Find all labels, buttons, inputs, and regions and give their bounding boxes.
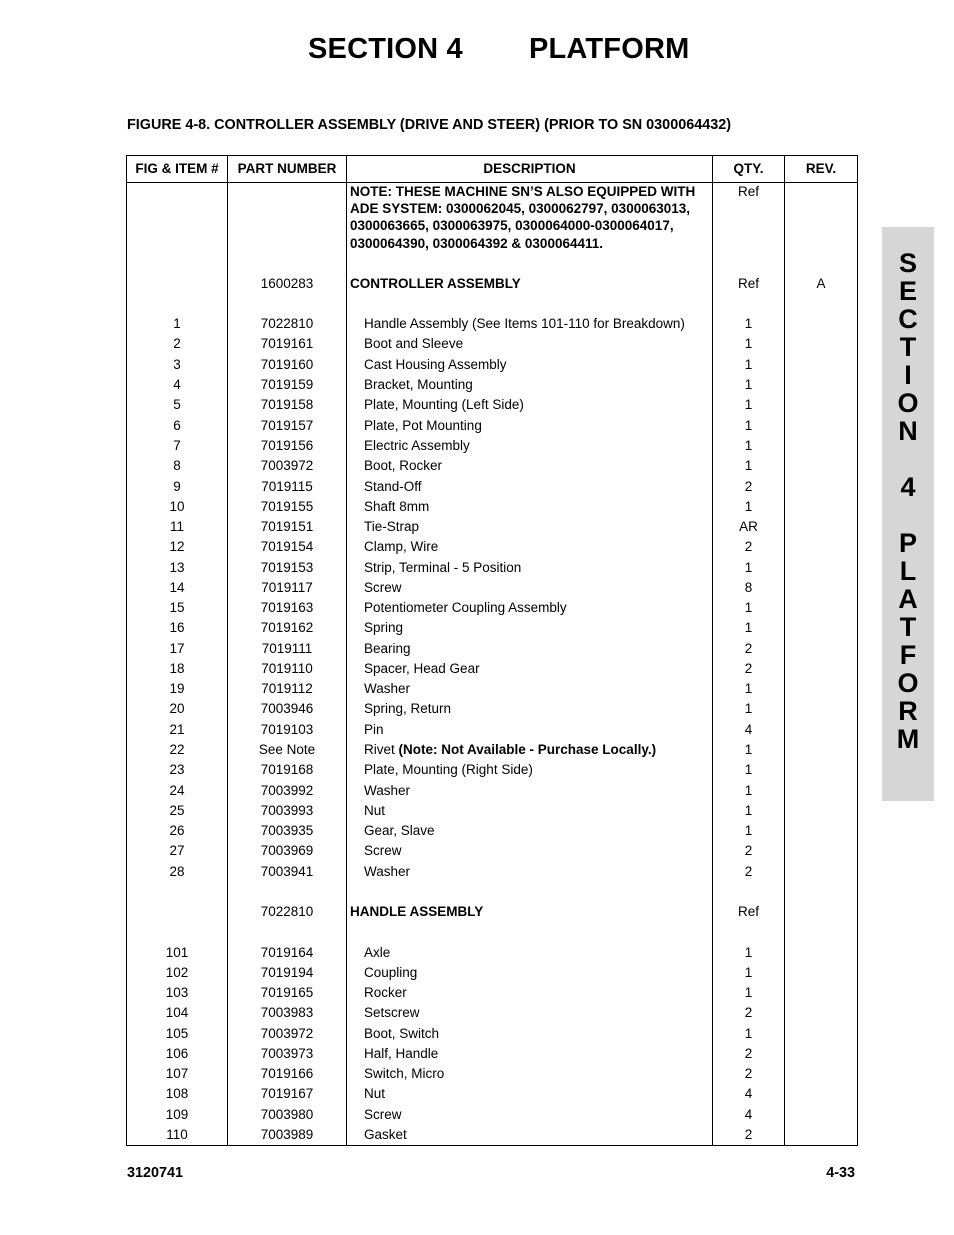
part-number-cell: 7019166	[260, 1066, 314, 1081]
description-text: Spring	[364, 620, 404, 635]
table-row	[127, 1084, 857, 1104]
qty-cell: 1	[744, 945, 753, 960]
description-text: Bearing	[364, 641, 411, 656]
fig-item-cell: 15	[169, 600, 185, 615]
description-text: Nut	[364, 803, 386, 818]
table-row	[127, 578, 857, 598]
side-tab-letter: N	[898, 416, 918, 446]
description-cell	[364, 1064, 444, 1084]
fig-item-cell: 23	[169, 762, 185, 777]
description-text: Cast Housing Assembly	[364, 357, 507, 372]
part-number-cell: 7019157	[260, 418, 314, 433]
table-row	[127, 1105, 857, 1125]
part-number-cell: 7019158	[260, 397, 314, 412]
table-row	[127, 456, 857, 476]
fig-item-cell: 7	[173, 438, 181, 453]
description-text: Gasket	[364, 1127, 407, 1142]
description-text: Gear, Slave	[364, 823, 435, 838]
description-cell	[364, 395, 524, 415]
part-number-cell: 1600283	[260, 276, 314, 291]
fig-item-cell: 13	[169, 560, 185, 575]
part-number-cell: 7019115	[261, 479, 313, 494]
description-text: Plate, Mounting (Left Side)	[364, 397, 524, 412]
part-number-cell: 7003941	[260, 864, 314, 879]
qty-cell: 1	[744, 823, 753, 838]
table-row	[127, 618, 857, 638]
side-tab-letter: O	[897, 388, 919, 418]
side-tab-letter: S	[898, 248, 917, 278]
part-number-cell: 7003980	[260, 1107, 314, 1122]
qty-cell: 1	[744, 762, 753, 777]
description-text: Strip, Terminal - 5 Position	[364, 560, 522, 575]
qty-cell: 2	[744, 864, 753, 879]
side-tab-letter: M	[896, 724, 920, 754]
description-text: Plate, Mounting (Right Side)	[364, 762, 533, 777]
table-row	[127, 598, 857, 618]
description-text: Stand-Off	[364, 479, 422, 494]
qty-cell: 1	[744, 965, 753, 980]
description-text: Electric Assembly	[364, 438, 470, 453]
side-tab-letter: R	[898, 696, 918, 726]
qty-cell: 2	[744, 843, 753, 858]
part-number-cell: 7003972	[260, 458, 314, 473]
description-cell	[364, 841, 402, 861]
qty-cell: 1	[744, 499, 753, 514]
description-cell	[364, 436, 470, 456]
description-note: (Note: Not Available - Purchase Locally.)	[398, 742, 657, 757]
part-number-cell: 7019110	[261, 661, 313, 676]
table-row	[127, 983, 857, 1003]
part-number-cell: 7019162	[260, 620, 314, 635]
table-row	[127, 517, 857, 537]
ade-system-note-qty: Ref	[737, 184, 759, 199]
fig-item-cell: 11	[169, 519, 184, 534]
table-row	[127, 821, 857, 841]
qty-cell: 1	[744, 600, 753, 615]
description-text: Washer	[364, 864, 411, 879]
qty-cell: 1	[744, 316, 753, 331]
fig-item-cell: 21	[169, 722, 185, 737]
description-text: Shaft 8mm	[364, 499, 430, 514]
table-row	[127, 334, 857, 354]
qty-cell: 1	[744, 458, 753, 473]
fig-item-cell: 8	[173, 458, 181, 473]
description-cell	[364, 456, 442, 476]
qty-cell: 1	[744, 418, 753, 433]
part-number-cell: 7019167	[260, 1086, 314, 1101]
document-number: 3120741	[127, 1165, 184, 1181]
description-cell	[364, 334, 463, 354]
description-cell	[364, 1044, 438, 1064]
description-cell	[364, 618, 403, 638]
fig-item-cell: 18	[169, 661, 185, 676]
fig-item-cell: 109	[165, 1107, 189, 1122]
description-text: Screw	[364, 843, 402, 858]
qty-cell: 2	[744, 1127, 753, 1142]
qty-cell: 4	[744, 722, 753, 737]
qty-cell: 1	[744, 783, 753, 798]
description-text: Rivet	[364, 742, 399, 757]
fig-item-cell: 26	[169, 823, 185, 838]
description-cell	[364, 639, 411, 659]
fig-item-cell: 25	[169, 803, 185, 818]
part-number-cell: 7022810	[260, 316, 314, 331]
qty-cell: 1	[744, 985, 753, 1000]
side-tab-letter: T	[899, 612, 917, 642]
side-tab-letter: C	[898, 304, 918, 334]
fig-item-cell: 6	[173, 418, 181, 433]
fig-item-cell: 9	[173, 479, 181, 494]
fig-item-cell: 12	[169, 539, 185, 554]
description-text: Plate, Pot Mounting	[364, 418, 482, 433]
qty-cell: AR	[739, 519, 758, 534]
qty-cell: 2	[744, 1005, 753, 1020]
table-row	[127, 639, 857, 659]
part-number-cell: 7003989	[260, 1127, 314, 1142]
description-text: Setscrew	[364, 1005, 420, 1020]
part-number-cell: 7019194	[260, 965, 314, 980]
description-cell	[364, 537, 438, 557]
table-row	[127, 375, 857, 395]
qty-cell: 1	[744, 357, 753, 372]
fig-item-cell: 107	[165, 1066, 189, 1081]
fig-item-cell: 14	[169, 580, 185, 595]
rev-cell: A	[816, 276, 826, 291]
description-cell	[364, 983, 407, 1003]
part-number-cell: 7019165	[260, 985, 314, 1000]
part-number-cell: 7019117	[261, 580, 313, 595]
description-cell	[364, 1084, 385, 1104]
qty-cell: 1	[744, 742, 753, 757]
side-tab-letter: I	[904, 360, 912, 390]
fig-item-cell: 102	[165, 965, 189, 980]
qty-cell: 4	[744, 1086, 753, 1101]
part-number-cell: 7019103	[260, 722, 314, 737]
side-tab-letter: F	[899, 640, 917, 670]
part-number-cell: 7019168	[260, 762, 314, 777]
qty-cell: 1	[744, 397, 753, 412]
description-cell	[364, 720, 384, 740]
table-group-heading-row	[127, 274, 857, 294]
column-header-description: DESCRIPTION	[483, 161, 576, 176]
table-row	[127, 679, 857, 699]
part-number-cell: 7003992	[260, 783, 314, 798]
table-row	[127, 477, 857, 497]
description-cell	[364, 416, 482, 436]
side-tab-letter: E	[898, 276, 917, 306]
fig-item-cell: 24	[169, 783, 185, 798]
fig-item-cell: 16	[169, 620, 185, 635]
description-text: Half, Handle	[364, 1046, 439, 1061]
page-number: 4-33	[826, 1165, 855, 1181]
description-cell	[364, 314, 685, 334]
side-tab-letter: 4	[900, 472, 916, 502]
part-number-cell: 7019111	[261, 641, 313, 656]
qty-cell: 2	[744, 479, 753, 494]
part-number-cell: 7019156	[260, 438, 314, 453]
description-cell	[364, 699, 451, 719]
description-text: Screw	[364, 580, 402, 595]
table-row	[127, 1064, 857, 1084]
description-text: Switch, Micro	[364, 1066, 445, 1081]
qty-cell: 1	[744, 560, 753, 575]
fig-item-cell: 110	[166, 1127, 188, 1142]
description-text: Bracket, Mounting	[364, 377, 473, 392]
table-row	[127, 355, 857, 375]
part-number-cell: 7019159	[260, 377, 314, 392]
side-tab-letter: P	[898, 528, 917, 558]
description-text: Rocker	[364, 985, 407, 1000]
part-number-cell: 7019153	[260, 560, 314, 575]
fig-item-cell: 3	[173, 357, 181, 372]
table-row	[127, 558, 857, 578]
table-row	[127, 963, 857, 983]
fig-item-cell: 5	[173, 397, 181, 412]
part-number-cell: 7003935	[260, 823, 314, 838]
description-text: Handle Assembly (See Items 101-110 for Breakdown)	[364, 316, 685, 331]
table-group-heading-row	[127, 902, 857, 922]
table-row	[127, 699, 857, 719]
fig-item-cell: 103	[165, 985, 189, 1000]
description-text: Boot, Rocker	[364, 458, 443, 473]
part-number-cell: 7019112	[261, 681, 313, 696]
ade-system-note: NOTE: THESE MACHINE SN’S ALSO EQUIPPED WITH ADE SYSTEM: 0300062045, 0300062797, 0300063013, 0300063665, 0300063975, 0300064000-0300064017, 0300064390, 0300064392 & 0300064411.	[350, 184, 696, 251]
parts-table	[126, 155, 858, 1146]
description-cell	[364, 801, 385, 821]
qty-cell: 2	[744, 1046, 753, 1061]
side-tab-letter: O	[897, 668, 919, 698]
part-number-cell: 7019161	[260, 336, 314, 351]
part-number-cell: See Note	[258, 742, 316, 757]
fig-item-cell: 104	[165, 1005, 189, 1020]
description-cell	[364, 740, 656, 760]
description-text: Washer	[364, 783, 411, 798]
fig-item-cell: 10	[169, 499, 185, 514]
column-header-qty: QTY.	[733, 161, 764, 176]
section-side-tab	[882, 227, 934, 801]
qty-cell: 1	[744, 438, 753, 453]
table-row	[127, 1024, 857, 1044]
part-number-cell: 7019163	[260, 600, 314, 615]
table-row	[127, 760, 857, 780]
description-cell	[350, 902, 483, 922]
description-cell	[364, 1024, 439, 1044]
part-number-cell: 7003969	[260, 843, 314, 858]
page-section-title: SECTION 4 PLATFORM	[308, 33, 690, 65]
description-cell	[364, 781, 410, 801]
description-text: CONTROLLER ASSEMBLY	[350, 276, 521, 291]
fig-item-cell: 19	[169, 681, 185, 696]
qty-cell: 4	[744, 1107, 753, 1122]
description-cell	[364, 679, 410, 699]
part-number-cell: 7022810	[260, 904, 314, 919]
description-cell	[364, 963, 417, 983]
qty-cell: 2	[744, 539, 753, 554]
fig-item-cell: 108	[165, 1086, 189, 1101]
side-tab-letter: L	[899, 556, 917, 586]
qty-cell: 1	[744, 1026, 753, 1041]
description-text: Screw	[364, 1107, 402, 1122]
table-row	[127, 740, 857, 760]
fig-item-cell: 1	[173, 316, 181, 331]
description-cell	[364, 598, 567, 618]
part-number-cell: 7019164	[260, 945, 314, 960]
fig-item-cell: 2	[173, 336, 181, 351]
description-text: Spring, Return	[364, 701, 452, 716]
part-number-cell: 7019155	[260, 499, 314, 514]
table-row	[127, 1125, 857, 1145]
description-cell	[350, 274, 521, 294]
description-cell	[364, 558, 521, 578]
table-row	[127, 395, 857, 415]
description-cell	[364, 821, 435, 841]
part-number-cell: 7003973	[260, 1046, 314, 1061]
description-text: Pin	[364, 722, 384, 737]
table-row	[127, 943, 857, 963]
description-cell	[364, 578, 402, 598]
fig-item-cell: 17	[169, 641, 185, 656]
qty-cell: 2	[744, 641, 753, 656]
table-row	[127, 436, 857, 456]
table-row	[127, 1044, 857, 1064]
qty-cell: 1	[744, 377, 753, 392]
fig-item-cell: 20	[169, 701, 185, 716]
part-number-cell: 7003993	[260, 803, 314, 818]
fig-item-cell: 28	[169, 864, 185, 879]
part-number-cell: 7019160	[260, 357, 314, 372]
description-text: Coupling	[364, 965, 418, 980]
column-header-part-number: PART NUMBER	[237, 161, 337, 176]
part-number-cell: 7019154	[260, 539, 314, 554]
column-header-rev: REV.	[805, 161, 837, 176]
table-row	[127, 416, 857, 436]
table-row	[127, 314, 857, 334]
description-text: Boot and Sleeve	[364, 336, 464, 351]
table-row	[127, 720, 857, 740]
description-text: Nut	[364, 1086, 386, 1101]
description-cell	[364, 943, 390, 963]
description-text: Clamp, Wire	[364, 539, 439, 554]
fig-item-cell: 101	[165, 945, 189, 960]
description-cell	[364, 497, 429, 517]
description-text: Potentiometer Coupling Assembly	[364, 600, 567, 615]
fig-item-cell: 106	[165, 1046, 189, 1061]
table-row	[127, 1003, 857, 1023]
qty-cell: 2	[744, 1066, 753, 1081]
table-row	[127, 862, 857, 882]
description-cell	[364, 375, 473, 395]
qty-cell: 1	[744, 620, 753, 635]
qty-cell: Ref	[737, 904, 759, 919]
part-number-cell: 7003972	[260, 1026, 314, 1041]
description-text: Washer	[364, 681, 411, 696]
description-cell	[364, 1003, 420, 1023]
qty-cell: 1	[744, 803, 753, 818]
qty-cell: 1	[744, 336, 753, 351]
description-text: HANDLE ASSEMBLY	[350, 904, 484, 919]
fig-item-cell: 4	[173, 377, 181, 392]
description-cell	[364, 355, 507, 375]
fig-item-cell: 105	[165, 1026, 189, 1041]
description-cell	[364, 477, 422, 497]
table-row	[127, 841, 857, 861]
qty-cell: 1	[744, 701, 753, 716]
description-text: Boot, Switch	[364, 1026, 440, 1041]
side-tab-letter: A	[898, 584, 918, 614]
qty-cell: 2	[744, 661, 753, 676]
part-number-cell: 7003946	[260, 701, 314, 716]
description-cell	[364, 517, 419, 537]
fig-item-cell: 22	[169, 742, 185, 757]
figure-title: FIGURE 4-8. CONTROLLER ASSEMBLY (DRIVE AND STEER) (PRIOR TO SN 0300064432)	[127, 117, 732, 133]
column-header-fig-item: FIG & ITEM #	[135, 161, 219, 176]
fig-item-cell: 27	[169, 843, 185, 858]
description-text: Spacer, Head Gear	[364, 661, 480, 676]
qty-cell: 1	[744, 681, 753, 696]
description-text: Tie-Strap	[364, 519, 420, 534]
qty-cell: 8	[744, 580, 753, 595]
table-row	[127, 781, 857, 801]
description-cell	[364, 760, 533, 780]
description-cell	[364, 1125, 407, 1145]
part-number-cell: 7003983	[260, 1005, 314, 1020]
table-row	[127, 659, 857, 679]
description-cell	[364, 659, 480, 679]
part-number-cell: 7019151	[260, 519, 314, 534]
side-tab-letter: T	[899, 332, 917, 362]
qty-cell: Ref	[737, 276, 759, 291]
description-cell	[364, 1105, 402, 1125]
description-cell	[364, 862, 410, 882]
description-text: Axle	[364, 945, 391, 960]
table-row	[127, 537, 857, 557]
table-row	[127, 497, 857, 517]
table-row	[127, 801, 857, 821]
